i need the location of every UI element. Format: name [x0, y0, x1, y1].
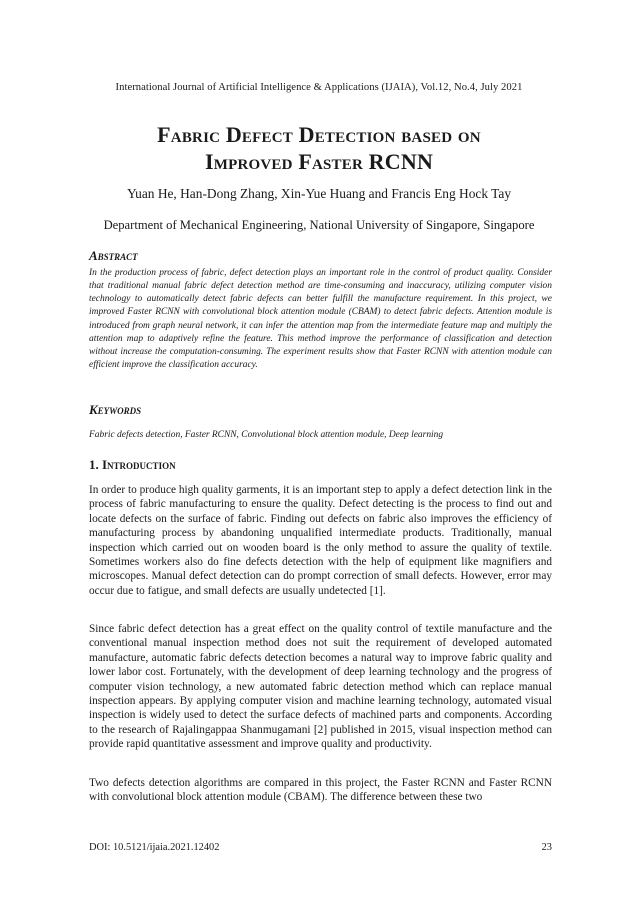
keywords-heading: Keywords — [89, 402, 142, 417]
title-line-1: Fabric Defect Detection based on — [157, 122, 481, 147]
intro-paragraph-2: Since fabric defect detection has a great effect on the quality control of textile manufacture and the conventional manual inspection method does not suit the requirement of developed automated manufacture, automatic fabric defects detection becomes a natural way to improve fabric quality and lower labor cost. Fortunately, with the development of deep learning technology and the progress of computer vision technology, a new automated fabric detection method which can replace manual inspection appears. By applying computer vision and machine learning technology, automated visual inspection is widely used to detect the surface defects of machined parts and components. According to the research of Rajalingappaa Shanmugamani [2] published in 2015, visual inspection method can provide rapid quantitative assessment and improve quality and productivity. — [89, 623, 552, 751]
affiliation: Department of Mechanical Engineering, National University of Singapore, Singapore — [103, 218, 535, 232]
intro-paragraph-1: In order to produce high quality garments, it is an important step to apply a defect detection link in the process of fabric manufacturing to ensure the quality. Defect detecting is the process to find out and locate defects on the surface of fabric. Finding out defects on fabric also improves the efficiency of manufacturing process by abandoning unqualified intermediate products. Traditionally, manual inspection which carried out on wooden board is the only method to assure the quality of textile. Sometimes workers also do fine defects detection with the help of equipment like magnifiers and microscopes. Manual defect detection can do prompt correction of small defects. However, error may occur due to fatigue, and small defects are usually undetected [1]. — [89, 484, 552, 597]
running-head: International Journal of Artificial Intelligence & Applications (IJAIA), Vol.12, No.4, July 2021 — [115, 82, 523, 93]
paper-title — [0, 121, 638, 175]
keywords-body: Fabric defects detection, Faster RCNN, Convolutional block attention module, Deep learning — [89, 430, 444, 440]
page-number: 23 — [541, 842, 552, 853]
author-list: Yuan He, Han-Dong Zhang, Xin-Yue Huang and Francis Eng Hock Tay — [126, 186, 512, 201]
introduction-heading: 1. Introduction — [89, 457, 176, 472]
intro-paragraph-3: Two defects detection algorithms are compared in this project, the Faster RCNN and Faster RCNN with convolutional block attention module (CBAM). The difference between these two — [89, 777, 552, 804]
abstract-heading: Abstract — [89, 248, 138, 263]
footer-doi: DOI: 10.5121/ijaia.2021.12402 — [89, 842, 220, 853]
abstract-body: In the production process of fabric, defect detection plays an important role in the control of product quality. Consider that traditional manual fabric defect detection method are time-consuming and inaccuracy, utilizing computer vision technology to automatically detect fabric defects can better fulfill the manufacture requirement. In this project, we improved Faster RCNN with convolutional block attention module (CBAM) to detect fabric defects. Attention module is introduced from graph neural network, it can infer the attention map from the intermediate feature map and multiply the attention map to adaptively refine the feature. This method improve the performance of classification and detection without increase the computation-consuming. The experiment results show that Faster RCNN with attention module can efficient improve the classification accuracy. — [89, 268, 552, 371]
title-line-2: Improved Faster RCNN — [204, 149, 434, 174]
